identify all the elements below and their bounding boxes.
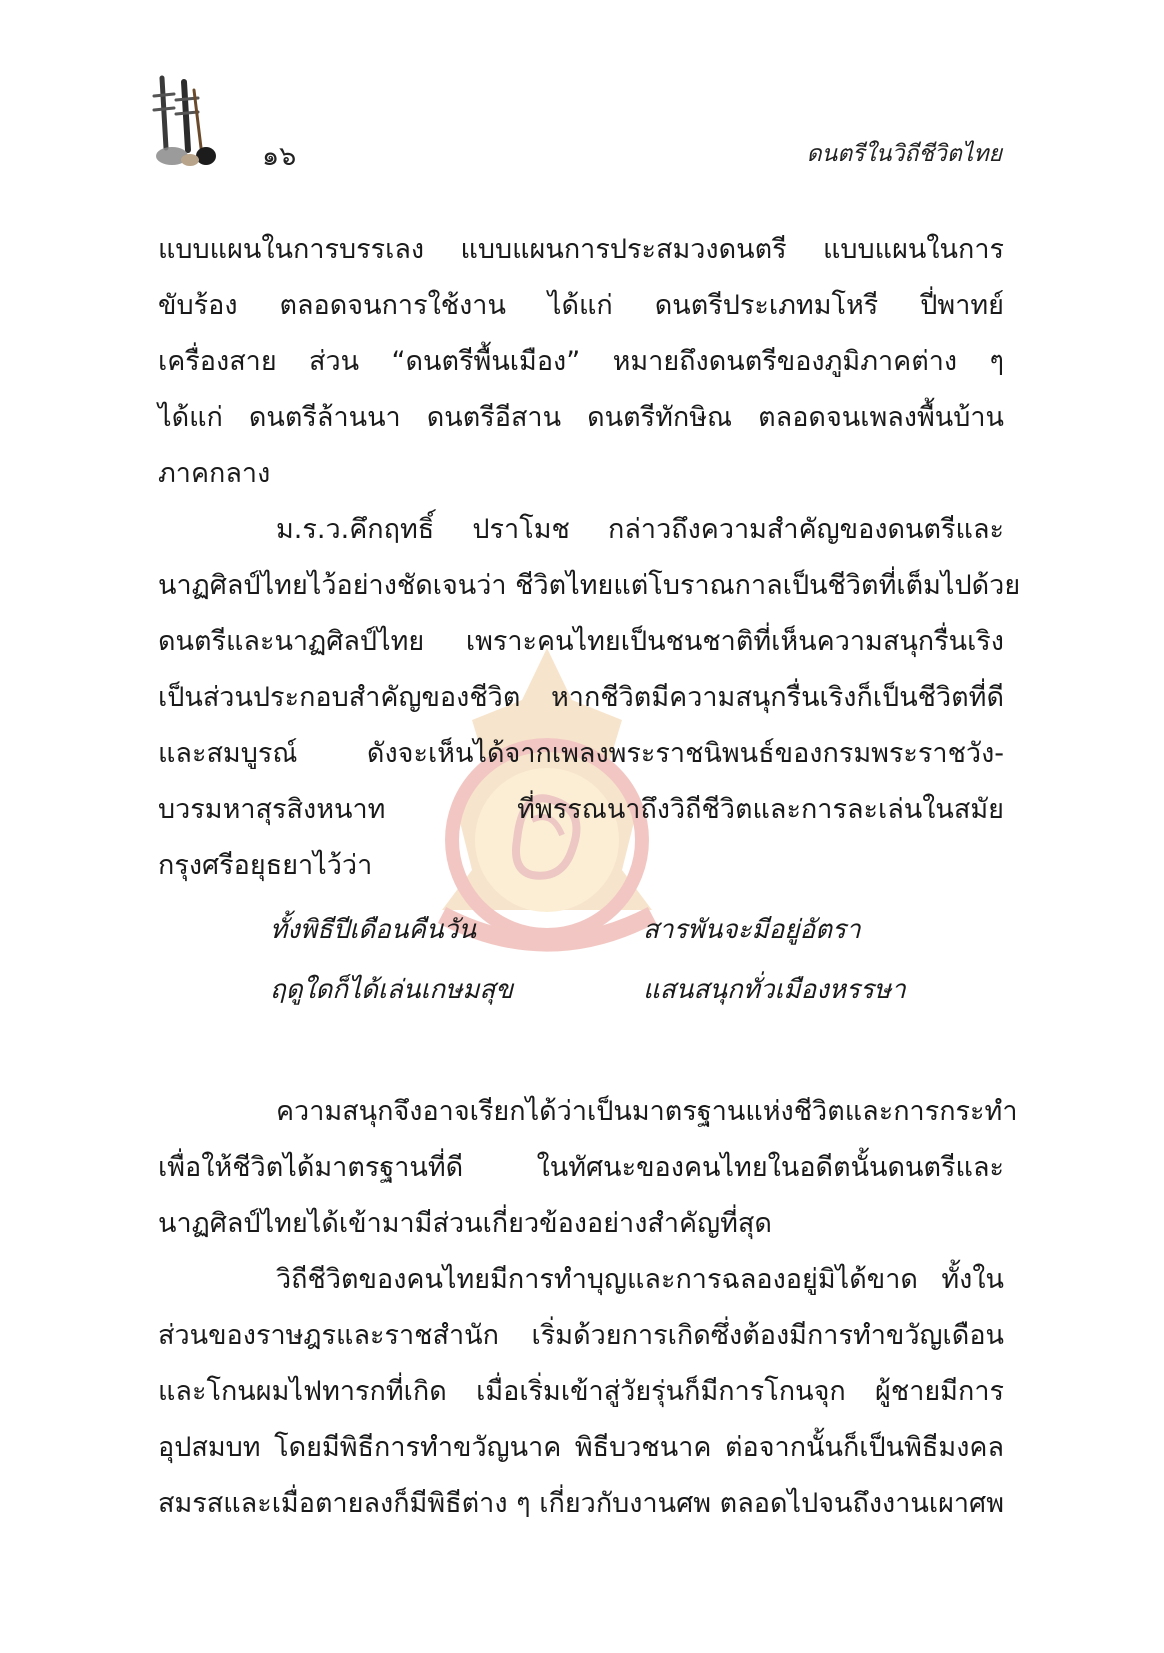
- verse-line: [158, 954, 1004, 1014]
- spacer: [158, 1014, 1004, 1084]
- verse-left-hemistich: ทั้งพิธีปีเดือนคืนวัน: [270, 915, 477, 945]
- thai-fiddle-icon: [150, 70, 250, 170]
- paragraph-1: [158, 222, 1004, 502]
- verse-line: [158, 894, 1004, 954]
- text-line: ความสนุกจึงอาจเรียกได้ว่าเป็นมาตรฐานแห่งชีวิตและการกระทำ: [276, 1096, 1018, 1127]
- text-line: และโกนผมไฟทารกที่เกิด เมื่อเริ่มเข้าสู่วัยรุ่นก็มีการโกนจุก ผู้ชายมีการ: [158, 1376, 1004, 1407]
- text-line: อุปสมบท โดยมีพิธีการทำขวัญนาค พิธีบวชนาค ต่อจากนั้นก็เป็นพิธีมงคล: [158, 1432, 1004, 1463]
- text-line: วิถีชีวิตของคนไทยมีการทำบุญและการฉลองอยู่มิได้ขาด ทั้งใน: [276, 1264, 1004, 1295]
- text-line: ขับร้อง ตลอดจนการใช้งาน ได้แก่ ดนตรีประเภทมโหรี ปี่พาทย์: [158, 290, 1004, 321]
- text-line: ดนตรีและนาฏศิลป์ไทย เพราะคนไทยเป็นชนชาติที่เห็นความสนุกรื่นเริง: [158, 626, 1004, 657]
- text-line: ได้แก่ ดนตรีล้านนา ดนตรีอีสาน ดนตรีทักษิณ ตลอดจนเพลงพื้นบ้าน: [158, 402, 1004, 433]
- page-number: ๑๖: [262, 141, 297, 172]
- text-line: ม.ร.ว.คึกฤทธิ์ ปราโมช กล่าวถึงความสำคัญของดนตรีและ: [276, 514, 1004, 545]
- verse-right-hemistich: สารพันจะมีอยู่อัตรา: [643, 915, 861, 945]
- text-line: ส่วนของราษฎรและราชสำนัก เริ่มด้วยการเกิดซึ่งต้องมีการทำขวัญเดือน: [158, 1320, 1004, 1351]
- body-text: [158, 222, 1021, 1532]
- text-line: กรุงศรีอยุธยาไว้ว่า: [158, 850, 373, 881]
- verse-block: [158, 894, 1004, 1014]
- verse-left-hemistich: ฤดูใดก็ได้เล่นเกษมสุข: [270, 975, 514, 1005]
- text-line: เป็นส่วนประกอบสำคัญของชีวิต หากชีวิตมีความสนุกรื่นเริงก็เป็นชีวิตที่ดี: [158, 682, 1004, 713]
- running-head: ดนตรีในวิถีชีวิตไทย: [806, 141, 1002, 167]
- paragraph-4: [158, 1252, 1004, 1532]
- text-line: แบบแผนในการบรรเลง แบบแผนการประสมวงดนตรี แบบแผนในการ: [158, 234, 1004, 265]
- verse-right-hemistich: แสนสนุกทั่วเมืองหรรษา: [643, 975, 906, 1005]
- text-line: นาฏศิลป์ไทยไว้อย่างชัดเจนว่า ชีวิตไทยแต่โบราณกาลเป็นชีวิตที่เต็มไปด้วย: [158, 570, 1021, 601]
- text-line: บวรมหาสุรสิงหนาท ที่พรรณนาถึงวิถีชีวิตและการละเล่นในสมัย: [158, 794, 1004, 825]
- text-line: ภาคกลาง: [158, 458, 271, 489]
- text-line: เพื่อให้ชีวิตได้มาตรฐานที่ดี ในทัศนะของคนไทยในอดีตนั้นดนตรีและ: [158, 1152, 1004, 1183]
- text-line: นาฏศิลป์ไทยได้เข้ามามีส่วนเกี่ยวข้องอย่างสำคัญที่สุด: [158, 1208, 772, 1239]
- text-line: สมรสและเมื่อตายลงก็มีพิธีต่าง ๆ เกี่ยวกับงานศพ ตลอดไปจนถึงงานเผาศพ: [158, 1488, 1004, 1519]
- paragraph-2: [158, 502, 1021, 894]
- paragraph-3: [158, 1084, 1018, 1252]
- text-line: เครื่องสาย ส่วน “ดนตรีพื้นเมือง” หมายถึงดนตรีของภูมิภาคต่าง ๆ: [158, 346, 1004, 377]
- text-line: และสมบูรณ์ ดังจะเห็นได้จากเพลงพระราชนิพนธ์ของกรมพระราชวัง-: [158, 738, 1004, 769]
